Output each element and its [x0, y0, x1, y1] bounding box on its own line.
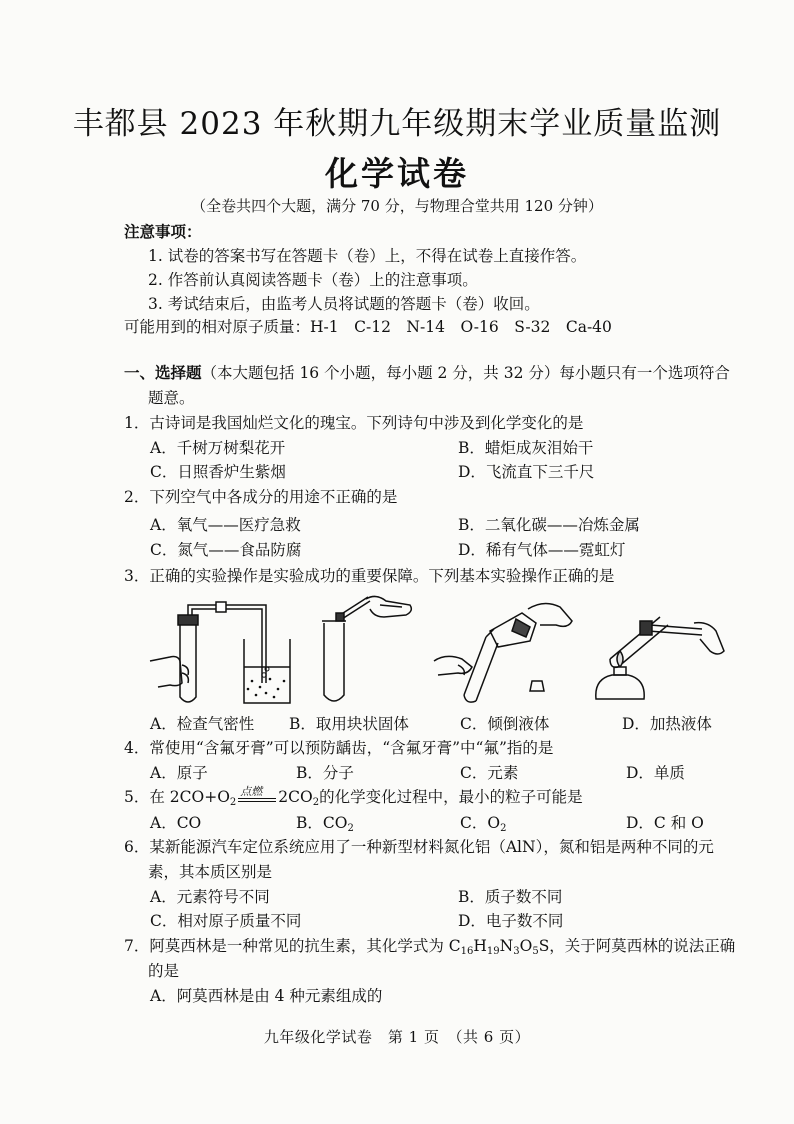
q5-option-b — [296, 813, 354, 839]
q5-option-b-text: B．CO — [296, 814, 348, 832]
reaction-arrow — [236, 785, 278, 808]
q7-stem — [124, 936, 735, 962]
q7-formula-n-count: 3 — [513, 946, 520, 957]
figure-take-block-solid — [310, 595, 420, 710]
q7-stem-pre: 7．阿莫西林是一种常见的抗生素，其化学式为 C — [124, 937, 461, 955]
q7-formula-c-count: 16 — [460, 946, 474, 957]
q5-stem-pre: 5．在 2CO+O — [124, 788, 230, 806]
section1-heading-bold: 一、选择题 — [124, 364, 202, 382]
q3-option-d: D．加热液体 — [622, 715, 712, 733]
q7-formula-o: O — [519, 937, 533, 955]
q2-option-d: D．稀有气体——霓虹灯 — [458, 541, 626, 559]
q5-stem — [124, 787, 583, 813]
figure-check-airtightness — [148, 595, 298, 710]
q1-option-d: D．飞流直下三千尺 — [458, 463, 595, 481]
q3-option-a: A．检查气密性 — [150, 715, 255, 733]
note-item-1: 1. 试卷的答案书写在答题卡（卷）上，不得在试卷上直接作答。 — [148, 247, 587, 265]
q1-option-c: C．日照香炉生紫烟 — [150, 463, 286, 481]
q2-stem: 2．下列空气中各成分的用途不正确的是 — [124, 488, 398, 506]
section1-heading-cont: 题意。 — [148, 389, 195, 407]
figure-heat-liquid — [590, 595, 730, 710]
q4-option-d: D．单质 — [626, 764, 685, 782]
exam-title: 丰都县 2023 年秋期九年级期末学业质量监测 — [72, 106, 722, 142]
q5-sub-1: 2 — [229, 797, 237, 808]
section1-heading — [124, 363, 730, 383]
q5-option-b-sub: 2 — [347, 823, 354, 834]
q7-formula-h-count: 19 — [486, 946, 500, 957]
q5-option-d: D．C 和 O — [626, 814, 704, 832]
q6-option-a: A．元素符号不同 — [150, 888, 270, 906]
q4-option-b: B．分子 — [296, 764, 354, 782]
q7-formula-o-count: 5 — [532, 946, 539, 957]
q5-stem-mid: 2CO — [278, 788, 313, 806]
q3-option-b: B．取用块状固体 — [289, 715, 409, 733]
q7-stem-post: S，关于阿莫西林的说法正确 — [538, 937, 736, 955]
q6-option-d: D．电子数不同 — [458, 912, 564, 930]
q4-option-c: C．元素 — [460, 764, 519, 782]
q1-stem: 1．古诗词是我国灿烂文化的瑰宝。下列诗句中涉及到化学变化的是 — [124, 414, 584, 432]
note-item-2: 2. 作答前认真阅读答题卡（卷）上的注意事项。 — [148, 271, 478, 289]
section1-heading-rest: （本大题包括 16 个小题，每小题 2 分，共 32 分）每小题只有一个选项符合 — [201, 364, 730, 382]
q7-formula-h: H — [473, 937, 487, 955]
q4-option-a: A．原子 — [150, 764, 208, 782]
q5-option-a: A．CO — [150, 814, 202, 832]
q1-option-b: B．蜡炬成灰泪始干 — [458, 439, 594, 457]
q7-formula-n: N — [499, 937, 514, 955]
q5-sub-2: 2 — [312, 797, 320, 808]
q7-option-a: A．阿莫西林是由 4 种元素组成的 — [150, 987, 383, 1005]
q5-stem-post: 的化学变化过程中，最小的粒子可能是 — [319, 788, 583, 806]
atomic-masses: 可能用到的相对原子质量：H-1 C-12 N-14 O-16 S-32 Ca-40 — [124, 318, 612, 336]
q5-option-c-text: C．O — [460, 814, 501, 832]
exam-subtitle: （全卷共四个大题，满分 70 分，与物理合堂共用 120 分钟） — [191, 197, 603, 215]
figure-pour-liquid — [432, 595, 582, 710]
q1-option-a: A．千树万树梨花开 — [150, 439, 286, 457]
subject-title: 化学试卷 — [325, 154, 469, 193]
q2-option-a: A．氧气——医疗急救 — [150, 516, 301, 534]
notes-heading: 注意事项： — [124, 223, 202, 241]
q5-option-c-sub: 2 — [500, 823, 507, 834]
q5-option-c — [460, 813, 506, 839]
q6-option-b: B．质子数不同 — [458, 888, 563, 906]
q2-option-b: B．二氧化碳——冶炼金属 — [458, 516, 640, 534]
q6-stem-cont: 素，其本质区别是 — [148, 863, 273, 881]
q3-option-c: C．倾倒液体 — [460, 715, 550, 733]
note-item-3: 3. 考试结束后，由监考人员将试题的答题卡（卷）收回。 — [148, 295, 540, 313]
page-footer: 九年级化学试卷 第 1 页 （共 6 页） — [263, 1028, 531, 1046]
q7-stem-cont: 的是 — [148, 962, 180, 980]
q2-option-c: C．氮气——食品防腐 — [150, 541, 302, 559]
q6-stem: 6．某新能源汽车定位系统应用了一种新型材料氮化铝（AlN），氮和铝是两种不同的元 — [124, 838, 714, 856]
q4-stem: 4．常使用“含氟牙膏”可以预防龋齿，“含氟牙膏”中“氟”指的是 — [124, 739, 554, 757]
q6-option-c: C．相对原子质量不同 — [150, 912, 302, 930]
q3-stem: 3．正确的实验操作是实验成功的重要保障。下列基本实验操作正确的是 — [124, 567, 615, 585]
reaction-condition: 点燃 — [240, 785, 263, 798]
